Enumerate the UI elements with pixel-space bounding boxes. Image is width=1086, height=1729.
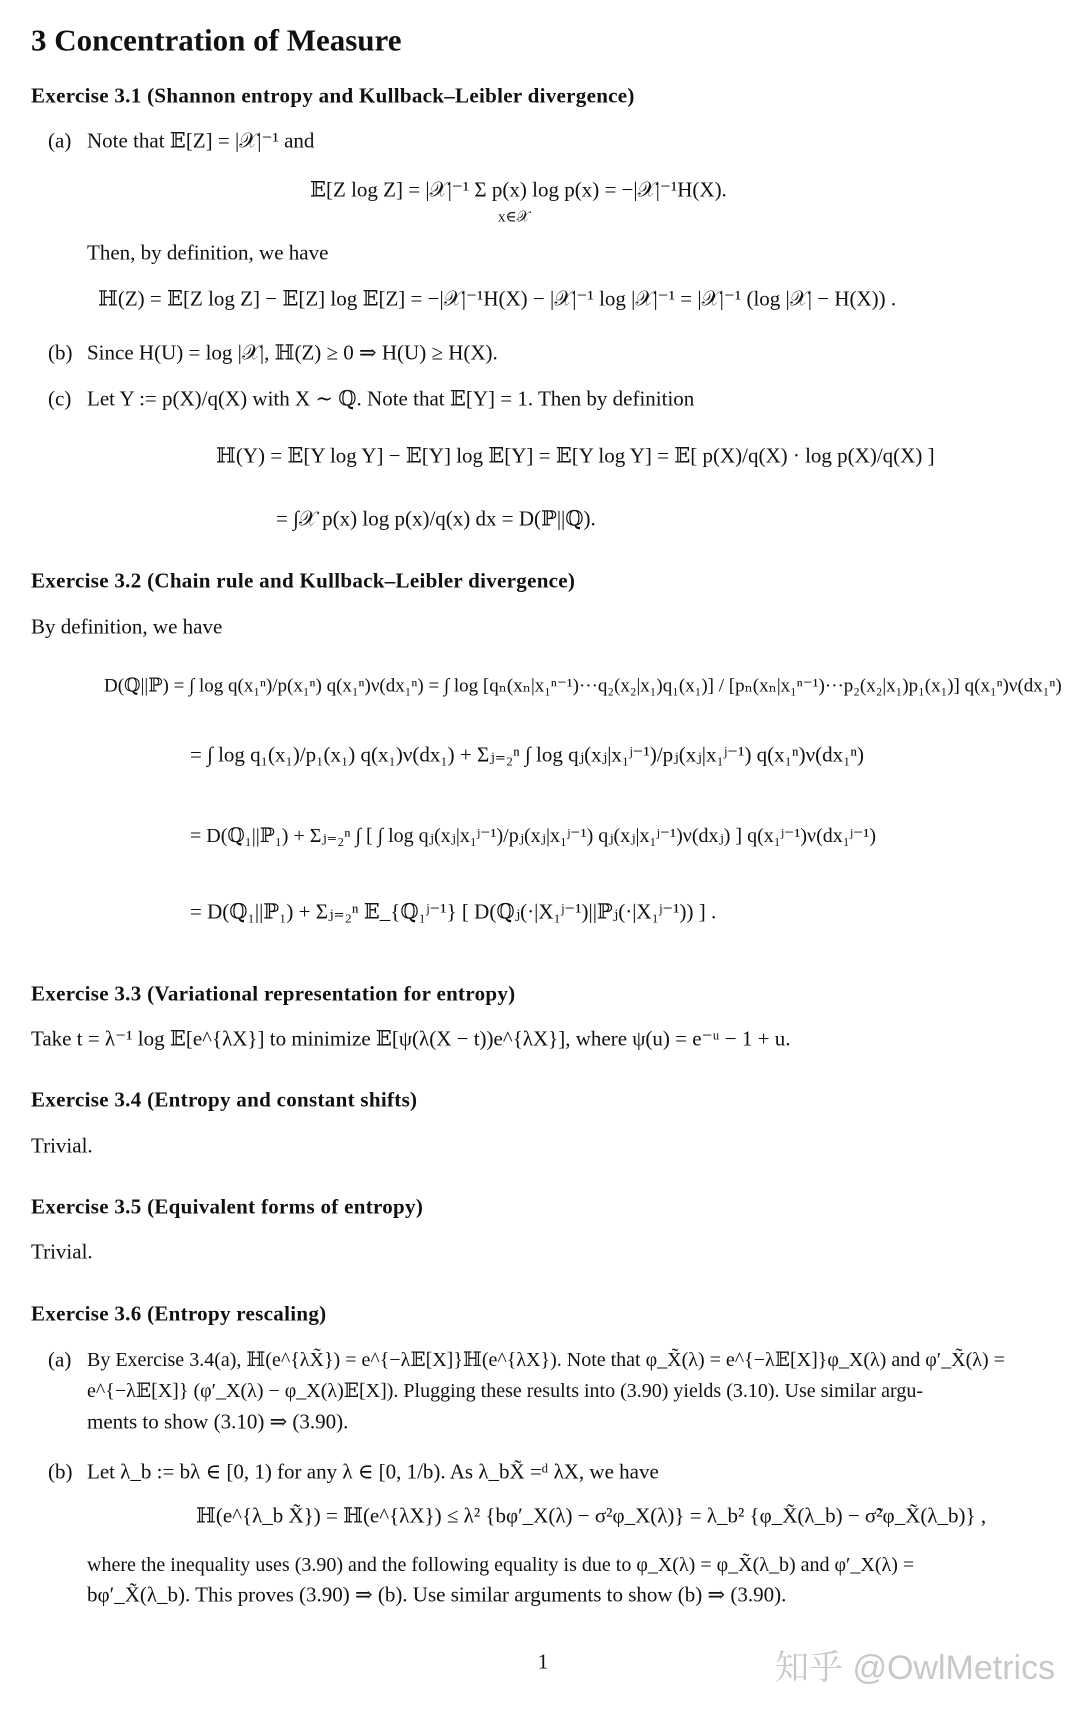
- paragraph: e^{−λ𝔼[X]} (φ′_X(λ) − φ_X(λ)𝔼[X]). Plugging these results into (3.90) yields (3.10). Use similar argu-: [87, 1380, 923, 1402]
- exercise-3-5-heading: Exercise 3.5 (Equivalent forms of entropy): [31, 1194, 424, 1219]
- exercise-3-4-heading: Exercise 3.4 (Entropy and constant shifts): [31, 1087, 418, 1112]
- item-label: (b): [48, 1459, 73, 1484]
- paragraph: By Exercise 3.4(a), ℍ(e^{λX̃}) = e^{−λ𝔼[X]}ℍ(e^{λX}). Note that φ_X̃(λ) = e^{−λ𝔼[X]}φ_X(λ) and φ′_X̃(λ) =: [87, 1349, 1005, 1371]
- paragraph: Take t = λ⁻¹ log 𝔼[e^{λX}] to minimize 𝔼[ψ(λ(X − t))e^{λX}], where ψ(u) = e⁻ᵘ − 1 + u.: [31, 1026, 791, 1051]
- paragraph: By definition, we have: [31, 614, 223, 639]
- exercise-3-2-heading: Exercise 3.2 (Chain rule and Kullback–Leibler divergence): [31, 568, 576, 593]
- equation: = ∫𝒳 p(x) log p(x)/q(x) dx = D(ℙ||ℚ).: [276, 506, 596, 531]
- paragraph: Trivial.: [31, 1133, 93, 1158]
- item-label: (a): [48, 1347, 72, 1372]
- paragraph: Let Y := p(X)/q(X) with X ∼ ℚ. Note that 𝔼[Y] = 1. Then by definition: [87, 386, 695, 411]
- equation-subscript: x∈𝒳: [498, 209, 530, 226]
- equation: ℍ(Y) = 𝔼[Y log Y] − 𝔼[Y] log 𝔼[Y] = 𝔼[Y log Y] = 𝔼[ p(X)/q(X) · log p(X)/q(X) ]: [216, 443, 935, 468]
- paragraph: bφ′_X̃(λ_b). This proves (3.90) ⇒ (b). Use similar arguments to show (b) ⇒ (3.90).: [87, 1582, 787, 1607]
- equation: ℍ(Z) = 𝔼[Z log Z] − 𝔼[Z] log 𝔼[Z] = −|𝒳|⁻¹H(X) − |𝒳|⁻¹ log |𝒳|⁻¹ = |𝒳|⁻¹ (log |𝒳| − H(X)) .: [98, 286, 897, 311]
- item-label: (a): [48, 128, 72, 153]
- section-title: 3 Concentration of Measure: [31, 22, 402, 58]
- exercise-3-6-heading: Exercise 3.6 (Entropy rescaling): [31, 1301, 327, 1326]
- paragraph: Trivial.: [31, 1239, 93, 1264]
- equation: = D(ℚ₁||ℙ₁) + Σⱼ₌₂ⁿ ∫ [ ∫ log qⱼ(xⱼ|x₁ʲ⁻¹)/pⱼ(xⱼ|x₁ʲ⁻¹) qⱼ(xⱼ|x₁ʲ⁻¹)ν(dxⱼ) ] q(x₁ʲ⁻¹)ν(dx₁ʲ⁻¹): [190, 825, 877, 847]
- paragraph: Note that 𝔼[Z] = |𝒳|⁻¹ and: [87, 128, 315, 153]
- paragraph: Then, by definition, we have: [87, 240, 329, 265]
- equation: ℍ(e^{λ_b X̃}) = ℍ(e^{λX}) ≤ λ² {bφ′_X(λ) − σ²φ_X(λ)} = λ_b² {φ_X̃(λ_b) − σ̃²φ_X̃(λ_b)} ,: [196, 1503, 987, 1528]
- equation: = D(ℚ₁||ℙ₁) + Σⱼ₌₂ⁿ 𝔼_{ℚ₁ʲ⁻¹} [ D(ℚⱼ(·|X₁ʲ⁻¹)||ℙⱼ(·|X₁ʲ⁻¹)) ] .: [190, 899, 717, 924]
- paragraph: Since H(U) = log |𝒳|, ℍ(Z) ≥ 0 ⇒ H(U) ≥ H(X).: [87, 340, 498, 365]
- paragraph: where the inequality uses (3.90) and the following equality is due to φ_X(λ) = φ_X̃(λ_b) and φ′_X(λ) =: [87, 1554, 915, 1576]
- item-label: (c): [48, 386, 72, 411]
- item-label: (b): [48, 340, 73, 365]
- page-number: 1: [537, 1649, 549, 1674]
- equation: 𝔼[Z log Z] = |𝒳|⁻¹ Σ p(x) log p(x) = −|𝒳|⁻¹H(X).: [310, 177, 727, 202]
- paragraph: ments to show (3.10) ⇒ (3.90).: [87, 1409, 349, 1434]
- exercise-3-3-heading: Exercise 3.3 (Variational representation for entropy): [31, 981, 516, 1006]
- paragraph: Let λ_b := bλ ∈ [0, 1) for any λ ∈ [0, 1/b). As λ_bX̃ =ᵈ λX, we have: [87, 1459, 659, 1484]
- equation: = ∫ log q₁(x₁)/p₁(x₁) q(x₁)ν(dx₁) + Σⱼ₌₂ⁿ ∫ log qⱼ(xⱼ|x₁ʲ⁻¹)/pⱼ(xⱼ|x₁ʲ⁻¹) q(x₁ⁿ)ν(dx₁ⁿ): [190, 742, 865, 767]
- watermark: 知乎 @OwlMetrics: [775, 1649, 1056, 1687]
- equation: D(ℚ||ℙ) = ∫ log q(x₁ⁿ)/p(x₁ⁿ) q(x₁ⁿ)ν(dx₁ⁿ) = ∫ log [qₙ(xₙ|x₁ⁿ⁻¹)···q₂(x₂|x₁)q₁(x₁)] / [pₙ(xₙ|x₁ⁿ⁻¹)···p₂(x₂|x₁)p₁(x₁)] q(x₁ⁿ)ν(dx₁ⁿ): [104, 675, 1062, 697]
- exercise-3-1-heading: Exercise 3.1 (Shannon entropy and Kullback–Leibler divergence): [31, 83, 635, 108]
